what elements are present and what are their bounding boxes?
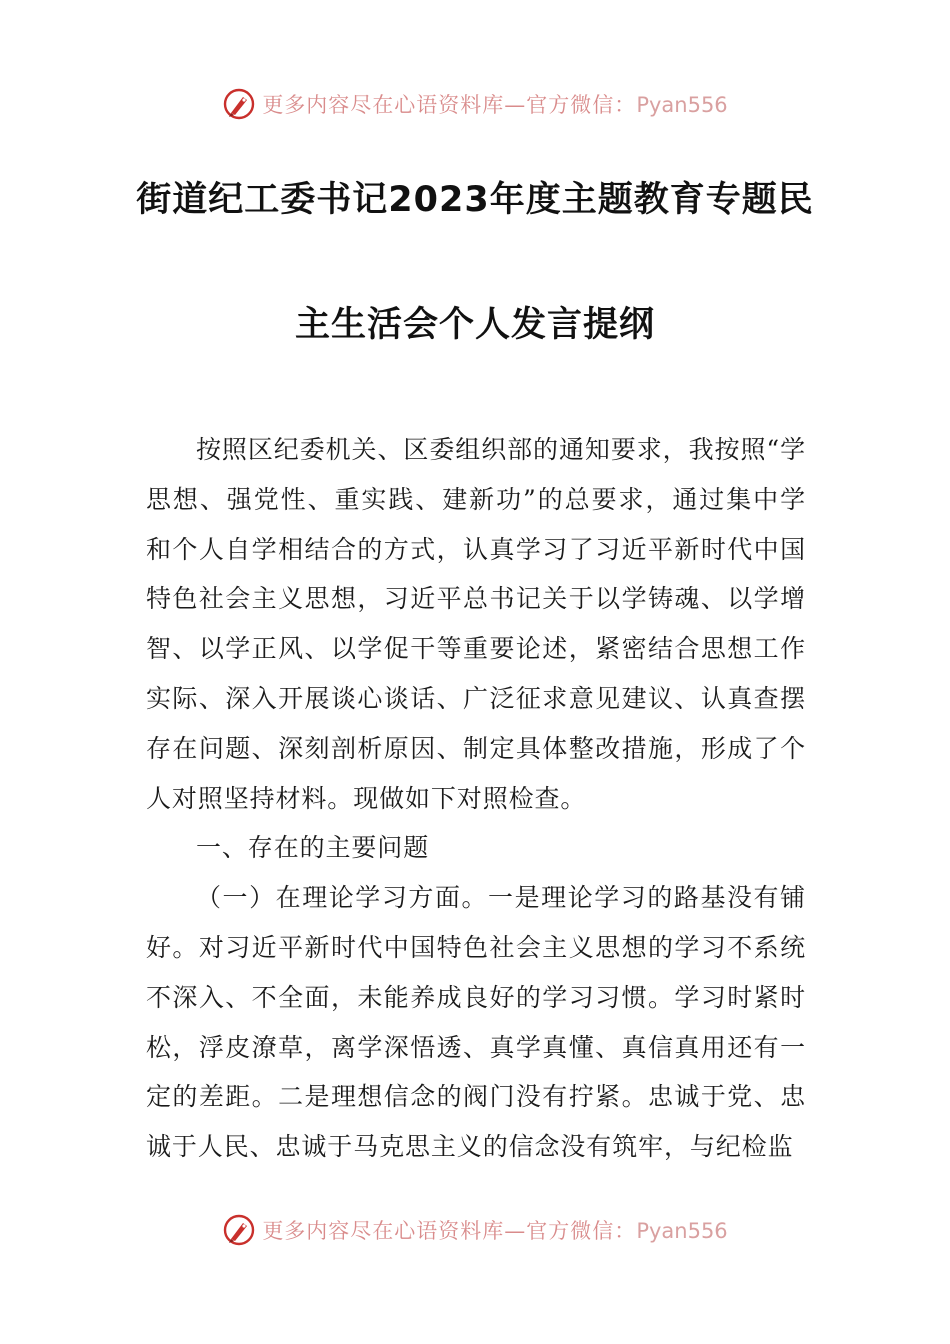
document-body [146, 425, 806, 1172]
section-heading: 一、存在的主要问题 [196, 833, 430, 863]
footer-watermark [0, 1210, 950, 1250]
paragraph-intro: 按照区纪委机关、区委组织部的通知要求，我按照“学思想、强党性、重实践、建新功”的总要求，通过集中学和个人自学相结合的方式，认真学习了习近平新时代中国特色社会主义思想，习近平总书记关于以学铸魂、以学增智、以学正风、以学促干等重要论述，紧密结合思想工作实际、深入开展谈心谈话、广泛征求意见建议、认真查摆存在问题、深刻剖析原因、制定具体整改措施，形成了个人对照坚持材料。现做如下对照检查。 [146, 435, 806, 813]
watermark-text: 更多内容尽在心语资料库—官方微信：Pyan556 [262, 93, 728, 117]
watermark-text: 更多内容尽在心语资料库—官方微信：Pyan556 [262, 1219, 728, 1243]
pen-nib-circle-icon [222, 1213, 256, 1247]
document-title-line-2: 主生活会个人发言提纲 [294, 305, 655, 345]
document-title-line-1: 街道纪工委书记2023年度主题教育专题民 [136, 180, 814, 220]
paragraph-theory-study: （一）在理论学习方面。一是理论学习的路基没有铺好。对习近平新时代中国特色社会主义思想的学习不系统不深入、不全面，未能养成良好的学习习惯。学习时紧时松，浮皮潦草，离学深悟透、真学真懂、真信真用还有一定的差距。二是理想信念的阀门没有拧紧。忠诚于党、忠诚于人民、忠诚于马克思主义的信念没有筑牢，与纪检监 [146, 883, 806, 1162]
pen-nib-circle-icon [222, 87, 256, 121]
header-watermark [0, 84, 950, 124]
